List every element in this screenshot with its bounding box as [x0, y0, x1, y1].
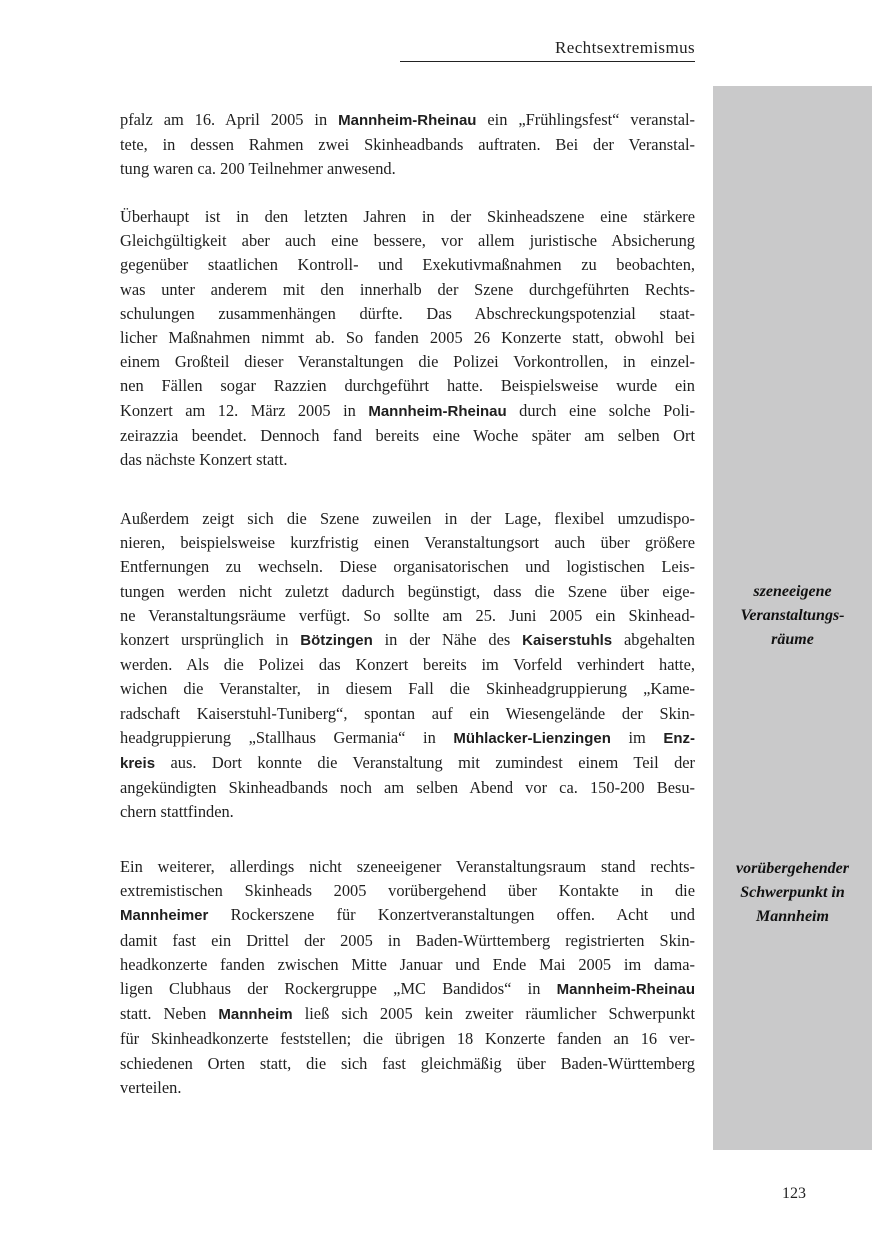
- text-line: schiedenen Orten statt, die sich fast gleichmäßig über Baden-Württemberg: [120, 1053, 695, 1073]
- paragraph: [120, 507, 695, 825]
- margin-note-line: Veranstaltungs-: [740, 607, 845, 624]
- text-line: chern stattfinden.: [120, 802, 234, 822]
- text-line: radschaft Kaiserstuhl-Tuniberg“, spontan auf ein Wiesengelände der Skin-: [120, 703, 695, 723]
- text-line: Konzert am 12. März 2005 in Mannheim-Rheinau durch eine solche Poli-: [120, 400, 695, 420]
- text-line: verteilen.: [120, 1077, 182, 1097]
- text-line: für Skinheadkonzerte feststellen; die übrigen 18 Konzerte fanden an 16 ver-: [120, 1029, 695, 1049]
- margin-note-line: vorübergehender: [736, 860, 849, 877]
- text-line: kreis aus. Dort konnte die Veranstaltung mit zumindest einem Teil der: [120, 753, 695, 773]
- place-name: Mannheim-Rheinau: [338, 112, 477, 129]
- place-name: Enz-: [663, 729, 695, 747]
- margin-note-2: [713, 857, 872, 929]
- text-line: tung waren ca. 200 Teilnehmer anwesend.: [120, 159, 396, 179]
- margin-note-1: [713, 580, 872, 652]
- text-line: ligen Clubhaus der Rockergruppe „MC Bandidos“ in Mannheim-Rheinau: [120, 979, 695, 999]
- text-line: was unter anderem mit den innerhalb der Szene durchgeführten Rechts-: [120, 279, 695, 299]
- place-name: Kaiserstuhls: [522, 632, 613, 650]
- text-line: Gleichgültigkeit aber auch eine bessere, vor allem juristische Absicherung: [120, 231, 695, 251]
- margin-note-line: szeneeigene: [753, 583, 832, 600]
- text-line: ne Veranstaltungsräume verfügt. So sollte am 25. Juni 2005 ein Skinhead-: [120, 605, 695, 625]
- place-name: kreis: [120, 755, 156, 773]
- place-name: Mühlacker-Lienzingen: [453, 729, 611, 747]
- text-line: angekündigten Skinheadbands noch am selben Abend vor ca. 150-200 Besu-: [120, 778, 695, 798]
- text-line: wichen die Veranstalter, in diesem Fall die Skinheadgruppierung „Kame-: [120, 679, 695, 699]
- header-rule: [400, 61, 695, 62]
- text-line: headkonzerte fanden zwischen Mitte Januar und Ende Mai 2005 im dama-: [120, 954, 695, 974]
- text-line: tete, in dessen Rahmen zwei Skinheadbands auftraten. Bei der Veranstal-: [120, 135, 695, 155]
- text-line: Ein weiterer, allerdings nicht szeneeigener Veranstaltungsraum stand rechts-: [120, 857, 695, 876]
- text-line: damit fast ein Drittel der 2005 in Baden-Württemberg registrierten Skin-: [120, 930, 695, 950]
- text-line: werden. Als die Polizei das Konzert bereits im Vorfeld verhindert hatte,: [120, 655, 695, 675]
- place-name: Mannheim: [218, 1006, 293, 1024]
- text-line: Überhaupt ist in den letzten Jahren in der Skinheadszene eine stärkere: [120, 207, 695, 226]
- text-line: statt. Neben Mannheim ließ sich 2005 kein zweiter räumlicher Schwerpunkt: [120, 1004, 696, 1024]
- paragraph: [120, 108, 695, 182]
- text-line: pfalz am 16. April 2005 in Mannheim-Rheinau ein „Frühlingsfest“ veranstal-: [120, 110, 695, 129]
- margin-note-line: Schwerpunkt in: [740, 884, 845, 901]
- margin-note-line: Mannheim: [756, 908, 829, 925]
- text-line: Mannheimer Rockerszene für Konzertveranstaltungen offen. Acht und: [120, 905, 695, 925]
- text-line: licher Maßnahmen nimmt ab. So fanden 2005 26 Konzerte statt, obwohl bei: [120, 328, 695, 348]
- running-header-title: Rechtsextremismus: [555, 38, 695, 57]
- text-line: tungen werden nicht zuletzt dadurch begünstigt, dass die Szene über eige-: [120, 581, 695, 601]
- text-line: headgruppierung „Stallhaus Germania“ in Mühlacker-Lienzingen im Enz-: [120, 727, 695, 747]
- margin-note-line: räume: [771, 631, 814, 648]
- text-line: Entfernungen zu wechseln. Diese organisatorischen und logistischen Leis-: [120, 557, 695, 577]
- text-line: Außerdem zeigt sich die Szene zuweilen in der Lage, flexibel umzudispo-: [120, 509, 695, 528]
- paragraph: [120, 205, 695, 472]
- text-line: nieren, beispielsweise kurzfristig einen Veranstaltungsort auch über größere: [120, 533, 695, 553]
- text-line: konzert ursprünglich in Bötzingen in der Nähe des Kaiserstuhls abgehalten: [120, 630, 695, 650]
- page-number: 123: [782, 1185, 806, 1202]
- place-name: Bötzingen: [300, 632, 373, 650]
- place-name: Mannheimer: [120, 907, 209, 925]
- text-line: schulungen zusammenhängen dürfte. Das Abschreckungspotenzial staat-: [120, 303, 695, 323]
- place-name: Mannheim-Rheinau: [556, 981, 695, 999]
- text-line: nen Fällen sogar Razzien durchgeführt hatte. Beispielsweise wurde ein: [120, 376, 695, 396]
- text-line: das nächste Konzert statt.: [120, 450, 288, 470]
- text-line: extremistischen Skinheads 2005 vorübergehend über Kontakte in die: [120, 881, 695, 901]
- text-line: gegenüber staatlichen Kontroll- und Exekutivmaßnahmen zu beobachten,: [120, 255, 695, 275]
- text-line: zeirazzia beendet. Dennoch fand bereits eine Woche später am selben Ort: [120, 425, 695, 445]
- place-name: Mannheim-Rheinau: [368, 402, 507, 420]
- text-line: einem Großteil dieser Veranstaltungen die Polizei Vorkontrollen, in einzel-: [120, 352, 695, 372]
- paragraph: [120, 855, 695, 1100]
